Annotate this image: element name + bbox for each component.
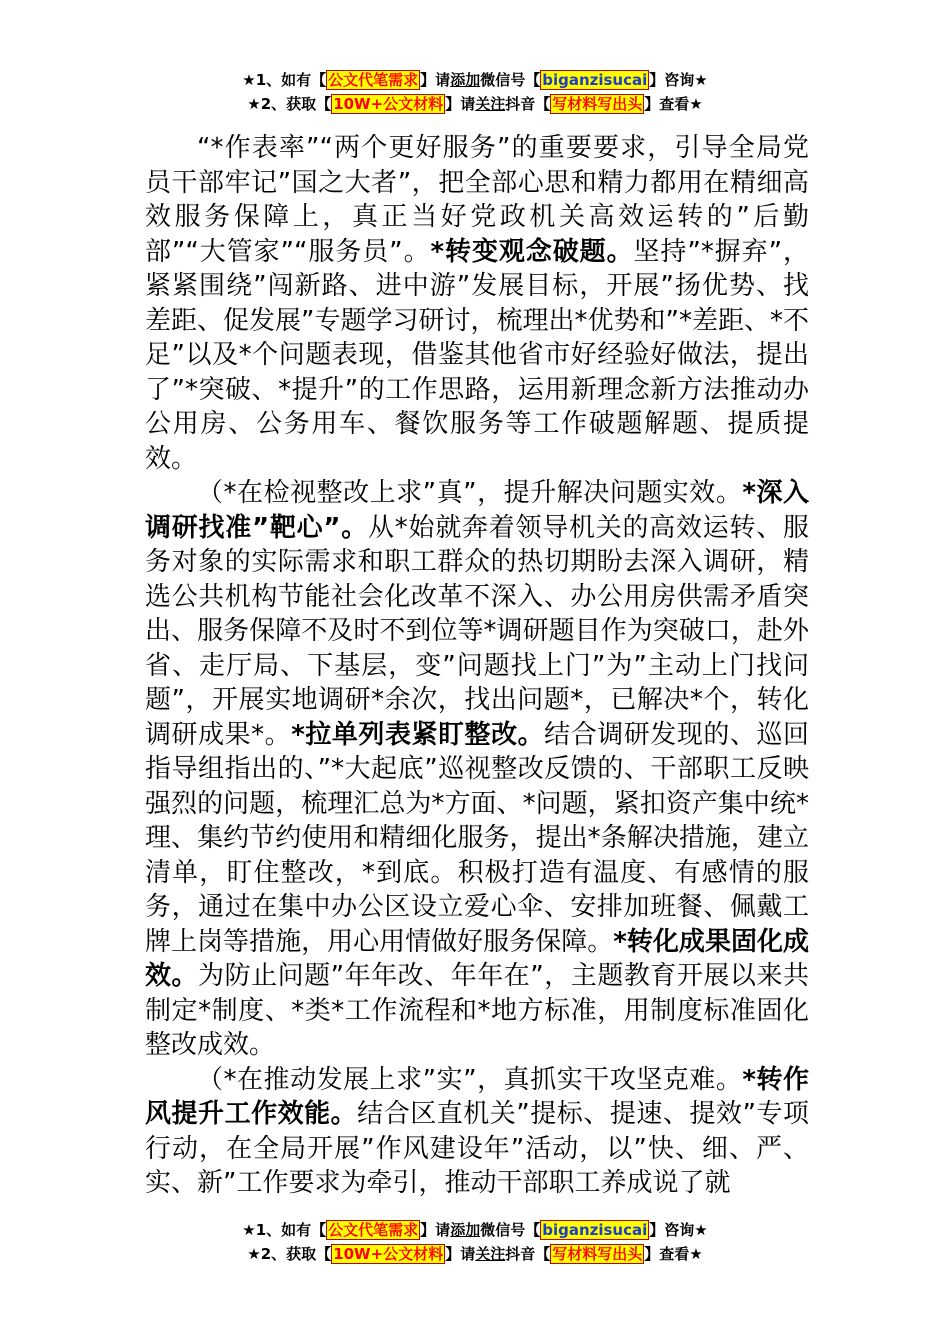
subheading: *转变观念破题。: [430, 236, 634, 267]
paragraph-2: （*在检视整改上求”真”，提升解决问题实效。*深入调研找准”靶心”。从*始就奔着领导机关的高效运转、服务对象的实际需求和职工群众的热切期盼去深入调研，精选公共机构节能社会化改革不深入、办公用房供需矛盾突出、服务保障不及时不到位等*调研题目作为突破口，赴外省、走厅局、下基层，变”问题找上门”为”主动上门找问题”，开展实地调研*余次，找出问题*，已解决*个，转化调研成果*。*拉单列表紧盯整改。结合调研发现的、巡回指导组指出的、”*大起底”巡视整改反馈的、干部职工反映强烈的问题，梳理汇总为*方面、*问题，紧扣资产集中统*理、集约节约使用和精细化服务，提出*条解决措施，建立清单，盯住整改，*到底。积极打造有温度、有感情的服务，通过在集中办公区设立爱心伞、安排加班餐、佩戴工牌上岗等措施，用心用情做好服务保障。*转化成果固化成效。为防止问题”年年改、年年在”，主题教育开展以来共制定*制度、*类*工作流程和*地方标准，用制度标准固化整改成效。: [145, 478, 809, 1060]
banner-line-2: ★2、获取【 10W+公文材料 】请关注抖音【 写材料写出头 】查看★: [247, 1245, 703, 1263]
banner-line-1: ★1、如有【 公文代笔需求 】请添加微信号【 biganzisucai 】咨询★: [242, 1221, 708, 1239]
subheading: *深入调研找准”靶心”。: [145, 478, 809, 543]
highlight-douyin: 写材料写出头: [552, 95, 643, 113]
header-banner: [0, 68, 950, 116]
subheading: *拉单列表紧盯整改。: [291, 719, 545, 750]
footer-banner: [0, 1218, 950, 1266]
banner-line-1: ★1、如有【 公文代笔需求 】请添加微信号【 biganzisucai 】咨询★: [242, 71, 708, 89]
paragraph-1: “*作表率”“两个更好服务”的重要要求，引导全局党员干部牢记”国之大者”，把全部心思和精力都用在精细高效服务保障上，真正当好党政机关高效运转的”后勤部”“大管家”“服务员”。*转变观念破题。坚持”*摒弃”，紧紧围绕”闯新路、进中游”发展目标，开展”扬优势、找差距、促发展”专题学习研讨，梳理出*优势和”*差距、*不足”以及*个问题表现，借鉴其他省市好经验好做法，提出了”*突破、*提升”的工作思路，运用新理念新方法推动办公用房、公务用车、餐饮服务等工作破题解题、提质提效。: [145, 133, 809, 474]
subheading: *转化成果固化成效。: [145, 926, 809, 991]
subheading: *转作风提升工作效能。: [145, 1064, 809, 1129]
highlight-materials: 10W+公文材料: [333, 1245, 444, 1263]
highlight-wechat-id: biganzisucai: [542, 71, 648, 89]
highlight-douyin: 写材料写出头: [552, 1245, 643, 1263]
highlight-wechat-id: biganzisucai: [542, 1221, 648, 1239]
highlight-service: 公文代笔需求: [328, 71, 419, 89]
paragraph-3: （*在推动发展上求”实”，真抓实干攻坚克难。*转作风提升工作效能。结合区直机关”提标、提速、提效”专项行动，在全局开展”作风建设年”活动，以”快、细、严、实、新”工作要求为牵引，推动干部职工养成说了就: [145, 1064, 809, 1198]
highlight-materials: 10W+公文材料: [333, 95, 444, 113]
highlight-service: 公文代笔需求: [328, 1221, 419, 1239]
banner-line-2: ★2、获取【 10W+公文材料 】请关注抖音【 写材料写出头 】查看★: [247, 95, 703, 113]
document-body: [145, 131, 809, 1201]
